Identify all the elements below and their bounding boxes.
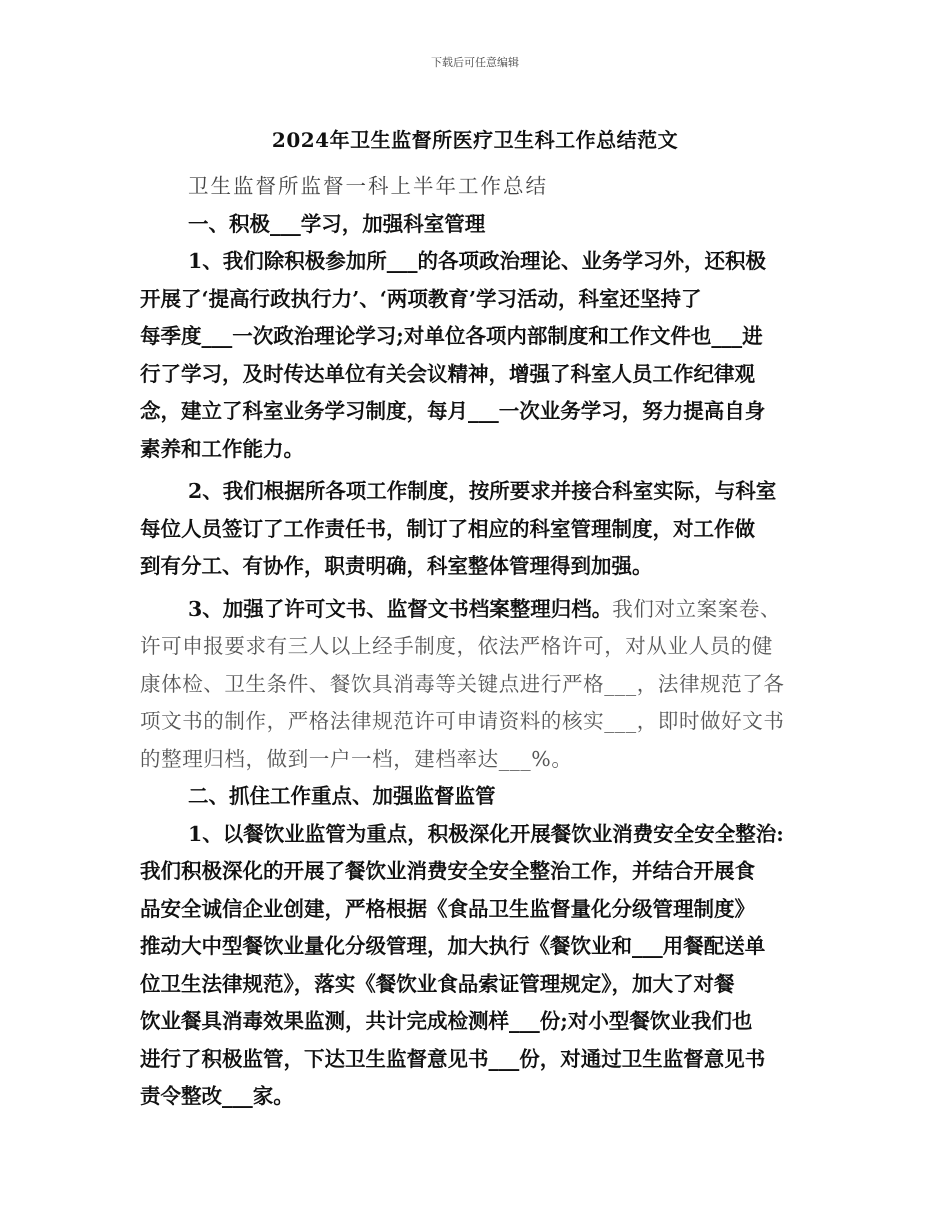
header-note: 下载后可任意编辑 — [431, 56, 519, 69]
text-line: 每季度___一次政治理论学习;对单位各项内部制度和工作文件也___进 — [140, 324, 763, 348]
section2-heading: 二、抓住工作重点、加强监督监管 — [188, 784, 496, 808]
document-body — [140, 168, 815, 1116]
text-line: 1、我们除积极参加所___的各项政治理论、业务学习外，还积极 — [188, 249, 767, 273]
text-line — [140, 591, 815, 629]
section1-paragraph2 — [140, 473, 815, 586]
text-line: 开展了‘提高行政执行力’、‘两项教育’学习活动，科室还坚持了 — [140, 286, 702, 311]
section1-paragraph3 — [140, 591, 815, 779]
text-line: 我们积极深化的开展了餐饮业消费安全安全整治工作，并结合开展食 — [140, 859, 755, 883]
section1-heading: 一、积极___学习，加强科室管理 — [188, 211, 486, 236]
paragraph-text: 我们对立案案卷、 — [612, 596, 782, 621]
text-line: 2、我们根据所各项工作制度，按所要求并接合科室实际，与科室 — [188, 479, 777, 503]
text-line: 位卫生法律规范》，落实《餐饮业食品索证管理规定》，加大了对餐 — [140, 971, 735, 996]
text-line: 康体检、卫生条件、餐饮具消毒等关键点进行严格___，法律规范了各 — [140, 671, 785, 696]
section2-paragraph1 — [140, 816, 815, 1116]
text-line: 项文书的制作，严格法律规范许可申请资料的核实___，即时做好文书 — [140, 709, 785, 733]
text-line: 许可申报要求有三人以上经手制度，依法严格许可，对从业人员的健 — [140, 634, 773, 658]
text-line: 到有分工、有协作，职责明确，科室整体管理得到加强。 — [140, 554, 653, 578]
text-line: 素养和工作能力。 — [140, 436, 304, 461]
section1-paragraph1 — [140, 243, 815, 468]
text-line: 念，建立了科室业务学习制度，每月___一次业务学习，努力提高自身 — [140, 399, 766, 423]
text-line: 品安全诚信企业创建，严格根据《食品卫生监督量化分级管理制度》 — [140, 896, 755, 921]
text-line: 1、以餐饮业监管为重点，积极深化开展餐饮业消费安全安全整治: — [188, 821, 784, 846]
document-title: 2024年卫生监督所医疗卫生科工作总结范文 — [271, 128, 679, 152]
paragraph-lead: 3、加强了许可文书、监督文书档案整理归档。 — [188, 596, 613, 621]
subtitle: 卫生监督所监督一科上半年工作总结 — [188, 174, 548, 198]
text-line: 推动大中型餐饮业量化分级管理，加大执行《餐饮业和___用餐配送单 — [140, 934, 766, 958]
text-line: 每位人员签订了工作责任书，制订了相应的科室管理制度，对工作做 — [140, 516, 755, 541]
text-line: 责令整改___家。 — [140, 1084, 294, 1108]
text-line: 饮业餐具消毒效果监测，共计完成检测样___份;对小型餐饮业我们也 — [140, 1009, 753, 1033]
text-line: 行了学习，及时传达单位有关会议精神，增强了科室人员工作纪律观 — [140, 361, 755, 386]
text-line: 的整理归档，做到一户一档，建档率达___%。 — [140, 746, 573, 771]
text-line: 进行了积极监管，下达卫生监督意见书___份，对通过卫生监督意见书 — [140, 1046, 766, 1071]
